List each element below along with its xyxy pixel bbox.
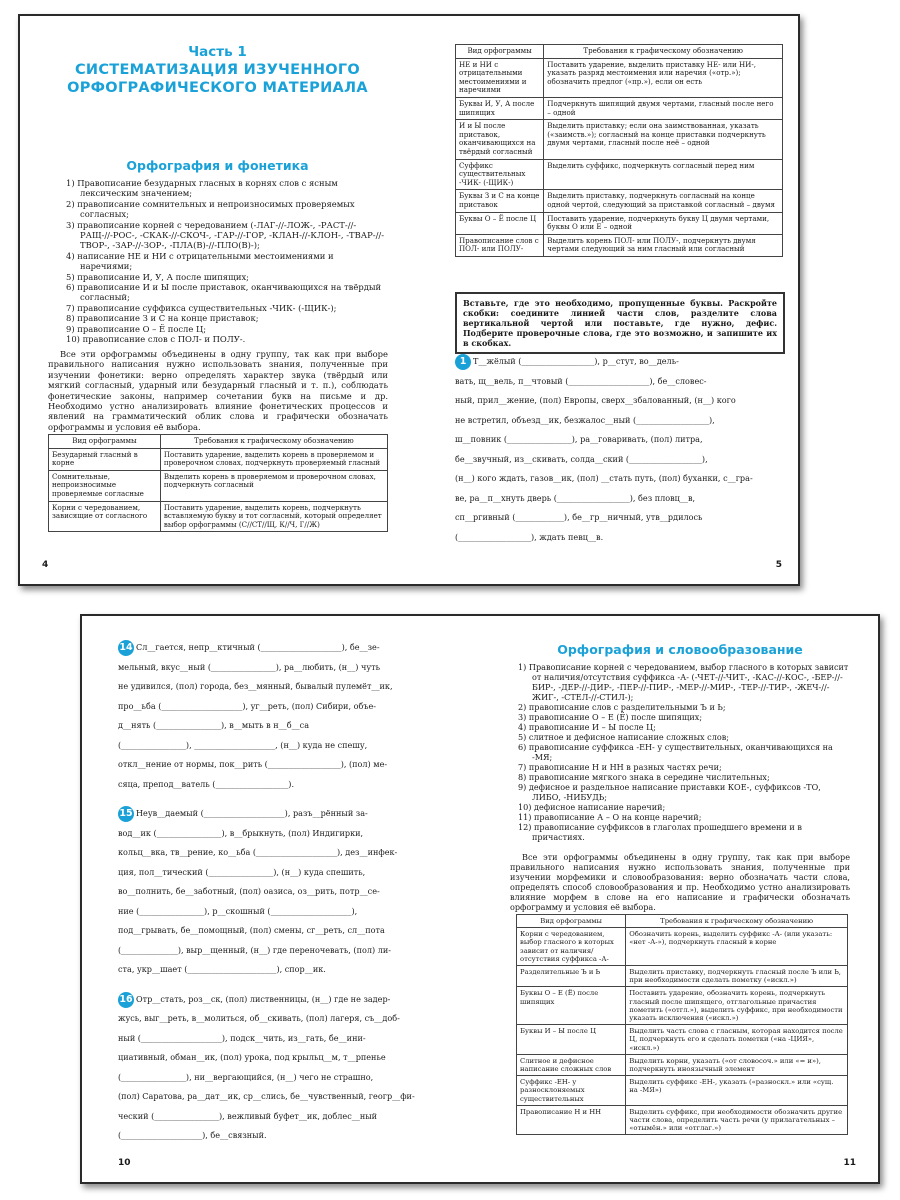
exercise-line: (н__) кого ждать, газов__ик, (пол) __стать путь, (пол) буханки, с__гра- <box>455 473 753 483</box>
table-row <box>49 470 388 501</box>
exercise-line: ш__повник (________________), ра__говаривать, (пол) литра, <box>455 434 703 444</box>
exercise-number-badge: 14 <box>118 640 134 656</box>
table-cell: Правописание Н и НН <box>517 1105 626 1135</box>
rule-item: 9) правописание О – Ё после Ц; <box>66 323 207 334</box>
page-number: 5 <box>775 560 782 570</box>
rule-item: 2) правописание сомнительных и непроизносимых проверяемых согласных; <box>66 198 355 220</box>
rule-item: 1) Правописание безударных гласных в корнях слов с ясным лексическим значением; <box>66 178 338 199</box>
table-cell: Поставить ударение, выделить приставку НЕ- или НИ-, указать разряд местоимения или наречия («отр.»); обозначить предлог («пр.»), если он есть <box>544 58 783 97</box>
exercise-line <box>455 352 785 372</box>
table-header: Вид орфограммы <box>517 915 626 928</box>
table-row <box>517 987 848 1025</box>
rule-item: 3) правописание О – Е (Ё) после шипящих; <box>518 712 703 722</box>
rule-item: 10) дефисное написание наречий; <box>518 802 666 812</box>
table-row <box>517 1105 848 1135</box>
exercise-line: (________________), ____________________, (н__) куда не спешу, <box>118 739 368 750</box>
table-header: Вид орфограммы <box>456 45 544 59</box>
exercise-line: ный (____________________), подск__чить, из__гать, бе__ини- <box>118 1032 366 1043</box>
rule-item: 8) правописание З и С на конце приставок; <box>66 313 259 324</box>
exercise-line: сп__ргивный (____________), бе__гр__ничный, утв__рдилось <box>455 512 703 522</box>
table-cell: Правописание слов с ПОЛ- или ПОЛУ- <box>456 234 544 256</box>
rule-item: 3) правописание корней с чередованием (-ЛАГ-//-ЛОЖ-, -РАСТ-//-РАЩ-//-РОС-, -СКАК-//-СКОЧ-, -ГАР-//-ГОР, -КЛАН-//-КЛОН-, -ТВАР-//-ТВОР-, -ЗАР-//-ЗОР-, -ПЛА(В)-//-ПЛО(В)-); <box>66 219 385 251</box>
table-cell: Безударный гласный в корне <box>49 448 161 470</box>
rule-item: 4) написание НЕ и НИ с отрицательными местоимениями и наречиями; <box>66 250 334 272</box>
table-row <box>49 501 388 532</box>
table-cell: Поставить ударение, выделить корень, подчеркнуть вставляемую букву и тот согласный, который определяет выбор орфограммы (С//СТ//Щ, К//Ч, Г//Ж) <box>160 501 387 532</box>
table-row <box>456 234 783 256</box>
exercise-line: под__грывать, бе__помощный, (пол) смены, сг__реть, сл__пота <box>118 925 385 935</box>
table-cell: Разделительные Ъ и Ь <box>517 966 626 987</box>
section-title: Орфография и фонетика <box>126 158 309 173</box>
table-row <box>456 212 783 234</box>
exercise-line: ние (________________), р__скошный (____________________), <box>118 905 358 916</box>
table-row <box>456 120 783 159</box>
rule-item: 7) правописание суффикса существительных -ЧИК- (-ЩИК-); <box>66 302 337 313</box>
table-cell: Буквы З и С на конце приставок <box>456 190 544 212</box>
orthogram-table <box>48 434 388 532</box>
exercise-text: Сл__гается, непр__ктичный (____________________), бе__зе- <box>136 642 380 652</box>
orthogram-table <box>455 44 783 257</box>
table-cell: Выделить приставку; если она заимствованная, указать («заимств.»); согласный на конце приставки подчеркнуть двумя чертами, гласный после неё – одной <box>544 120 783 159</box>
table-row <box>456 159 783 190</box>
exercise-line: д__нять (________________), в__мыть в н__б__са <box>118 720 310 730</box>
rule-item: 12) правописание суффиксов в глаголах прошедшего времени и в причастиях. <box>518 822 802 842</box>
table-cell: Поставить ударение, подчеркнуть букву Ц двумя чертами, буквы О или Е – одной <box>544 212 783 234</box>
exercise-1 <box>455 352 785 547</box>
exercise-line <box>118 638 458 658</box>
table-row <box>456 58 783 97</box>
exercise-number-badge: 15 <box>118 806 134 822</box>
table-cell: Выделить суффикс, подчеркнуть согласный перед ним <box>544 159 783 190</box>
page-10 <box>82 616 480 1182</box>
table-cell: НЕ и НИ с отрицательными местоимениями и наречиями <box>456 58 544 97</box>
exercise-line: (________________), ни__вергающийся, (н__) чего не страшно, <box>118 1071 374 1082</box>
table-cell: Выделить суффикс -ЕН-, указать («разноскл.» или «сущ. на -МЯ») <box>626 1076 848 1106</box>
page-number: 4 <box>42 560 49 570</box>
rule-item: 4) правописание И – Ы после Ц; <box>518 722 656 732</box>
exercise-line: ция, пол__тический (________________), (н__) куда спешить, <box>118 866 366 877</box>
rule-item: 8) правописание мягкого знака в середине числительных; <box>518 772 770 782</box>
exercise-instruction: Вставьте, где это необходимо, пропущенные буквы. Раскройте скобки: соедините линией части слов, разделите слова вертикальной чертой или поставьте, где нужно, дефис. Подберите проверочные слова, где это возможно, и запишите их в скобках. <box>455 292 785 354</box>
exercise-line: не удивился, (пол) города, без__мянный, бывалый пулемёт__ик, <box>118 681 393 691</box>
table-row <box>517 966 848 987</box>
exercise-number-badge: 1 <box>455 354 471 370</box>
rule-item: 6) правописание суффикса -ЕН- у существительных, оканчивающихся на -МЯ; <box>518 742 833 762</box>
exercise-line: откл__нение от нормы, пок__рить (__________________), (пол) ме- <box>118 759 388 769</box>
table-cell: Корни с чередованием, зависящие от согласного <box>49 501 161 532</box>
table-cell: Выделить часть слова с гласным, которая находится после Ц, подчеркнуть его и сделать пометки («на -ЦИЯ», «искл.») <box>626 1025 848 1055</box>
exercise-line: (____________________), бе__связный. <box>118 1130 267 1140</box>
table-cell: Слитное и дефисное написание сложных слов <box>517 1054 626 1075</box>
rule-item: 2) правописание слов с разделительными Ъ и Ь; <box>518 702 726 712</box>
table-cell: Выделить корень ПОЛ- или ПОЛУ-, подчеркнуть двумя чертами следующий за ним гласный или согласный <box>544 234 783 256</box>
exercise-line: ный, прил__жение, (пол) Европы, сверх__збалованный, (н__) кого <box>455 395 736 405</box>
table-row <box>517 928 848 966</box>
rules-list <box>66 178 386 345</box>
exercise-line: циативный, обман__ик, (пол) урока, под крыльц__м, т__рпенье <box>118 1052 386 1062</box>
rule-item: 7) правописание Н и НН в разных частях речи; <box>518 762 722 772</box>
table-header: Требования к графическому обозначению <box>626 915 848 928</box>
exercise-line: жусь, выг__реть, в__молиться, об__скивать, (пол) лагеря, съ__доб- <box>118 1013 400 1023</box>
table-cell: Выделить корни, указать («от словосоч.» или «= и»), подчеркнуть иноязычный элемент <box>626 1054 848 1075</box>
page-4 <box>20 16 409 584</box>
table-cell: Буквы О – Е (Ё) после шипящих <box>517 987 626 1025</box>
exercise-line: (______________), выр__щенный, (н__) где переночевать, (пол) ли- <box>118 944 391 955</box>
page-5 <box>409 16 798 584</box>
exercise-line: ческий (________________), вежливый буфет__ик, доблес__ный <box>118 1110 378 1121</box>
exercise-line: бе__звучный, из__скивать, солда__ский (__________________), <box>455 453 708 464</box>
exercise-14 <box>118 638 458 794</box>
exercise-text: Т__жёлый (__________________), р__стут, во__дель- <box>473 356 679 366</box>
exercise-16 <box>118 990 458 1146</box>
exercise-line: (__________________), ждать певц__в. <box>455 531 604 542</box>
exercise-line <box>118 990 458 1010</box>
exercise-line: не встретил, объезд__ик, безжалос__ный (__________________), <box>455 414 715 425</box>
exercise-text: Неув__даемый (____________________), разъ__рённый за- <box>136 808 368 818</box>
rule-item: 11) правописание А – О на конце наречий; <box>518 812 702 822</box>
part-title-line1: СИСТЕМАТИЗАЦИЯ ИЗУЧЕННОГО <box>74 62 361 78</box>
exercise-line: сяца, препод__ватель (__________________). <box>118 778 295 789</box>
table-cell: Подчеркнуть шипящий двумя чертами, гласный после него – одной <box>544 97 783 119</box>
table-row <box>517 1054 848 1075</box>
table-cell: Поставить ударение, выделить корень в проверяемом и проверочном словах, подчеркнуть проверяемый гласный <box>160 448 387 470</box>
exercise-line: вод__ик (________________), в__брыкнуть, (пол) Индигирки, <box>118 827 364 838</box>
part-label: Часть 1 <box>188 44 247 60</box>
intro-paragraph: Все эти орфограммы объединены в одну группу, так как при выборе правильного написания нужно использовать знания, полученные при изучении фонетики: верно определять характер звука (твёрдый или мягкий согласный, ударный или безударный гласный и т. п.), соблюдать фонетические законы, например сочетании букв на письме и др. Необходимо устно анализировать влияние фонетических процессов и явлений на грамматический облик слова и графически обозначать орфограммы и условия её выбора. <box>48 349 388 432</box>
exercise-number-badge: 16 <box>118 992 134 1008</box>
table-row <box>517 1025 848 1055</box>
rule-item: 5) правописание И, У, А после шипящих; <box>66 271 249 282</box>
exercise-line: ве, ра__п__хнуть дверь (__________________), без пловц__в, <box>455 492 696 503</box>
orthogram-table-wrap <box>516 914 848 1135</box>
table-cell: Сомнительные, непроизносимые проверяемые согласные <box>49 470 161 501</box>
exercise-line: (пол) Саратова, ра__дат__ик, ср__слись, бе__чувственный, геогр__фи- <box>118 1091 415 1101</box>
table-cell: Буквы И, У, А после шипящих <box>456 97 544 119</box>
table-cell: Поставить ударение, обозначить корень, подчеркнуть гласный после шипящего, отглагольные причастия пометить («отгл.»), выделить суффикс, при необходимости указать исключения («искл.») <box>626 987 848 1025</box>
page-number: 10 <box>118 1158 131 1168</box>
exercise-line: во__полнить, бе__заботный, (пол) оазиса, оз__рить, потр__се- <box>118 886 380 896</box>
rule-item: 10) правописание слов с ПОЛ- и ПОЛУ-. <box>66 334 246 345</box>
table-cell: Буквы И – Ы после Ц <box>517 1025 626 1055</box>
exercise-line: вать, щ__вель, п__чтовый (____________________), бе__словес- <box>455 375 707 386</box>
exercise-text: Отр__стать, роз__ск, (пол) лиственницы, (н__) где не задер- <box>136 993 391 1004</box>
table-cell: Выделить приставку, подчеркнуть гласный после Ъ или Ь, при необходимости сделать пометку («искл.») <box>626 966 848 987</box>
table-cell: Суффикс существительных -ЧИК- (-ЩИК-) <box>456 159 544 190</box>
table-cell: Выделить приставку, подчеркнуть согласный на конце одной чертой, следующий за приставкой согласный – двумя <box>544 190 783 212</box>
exercise-line: кольц__вка, тв__рение, ко__ьба (____________________), дез__инфек- <box>118 847 398 857</box>
spread-pages-10-11 <box>80 614 880 1184</box>
table-row <box>49 448 388 470</box>
rule-item: 6) правописание И и Ы после приставок, оканчивающихся на твёрдый согласный; <box>66 282 382 303</box>
part-title-line2: ОРФОГРАФИЧЕСКОГО МАТЕРИАЛА <box>67 80 368 96</box>
exercise-line: мельный, вкус__ный (________________), ра__любить, (н__) чуть <box>118 661 380 672</box>
page-number: 11 <box>843 1158 856 1168</box>
orthogram-table-wrap <box>455 44 783 257</box>
table-cell: Выделить корень в проверяемом и проверочном словах, подчеркнуть согласный <box>160 470 387 501</box>
orthogram-table <box>516 914 848 1135</box>
exercise-line <box>118 804 458 824</box>
table-cell: Корни с чередованием, выбор гласного в которых зависит от наличия/отсутствия суффикса -А- <box>517 928 626 966</box>
table-cell: Суффикс -ЕН- у разносклоняемых существительных <box>517 1076 626 1106</box>
page-11 <box>480 616 878 1182</box>
exercise-line: про__ьба (____________________), уг__реть, (пол) Сибири, объе- <box>118 700 377 711</box>
table-cell: Буквы О – Ё после Ц <box>456 212 544 234</box>
table-cell: И и Ы после приставок, оканчивающихся на твёрдый согласный <box>456 120 544 159</box>
table-row <box>517 1076 848 1106</box>
rule-item: 5) слитное и дефисное написание сложных слов; <box>518 732 730 742</box>
table-header: Вид орфограммы <box>49 435 161 449</box>
table-row <box>456 97 783 119</box>
table-cell: Выделить суффикс, при необходимости обозначить другие части слова, определить часть речи (у прилагательных – «отымён.» или «отглаг.») <box>626 1105 848 1135</box>
table-header: Требования к графическому обозначению <box>544 45 783 59</box>
table-cell: Обозначить корень, выделить суффикс -А- (или указать: «нет -А-»), подчеркнуть гласный в корне <box>626 928 848 966</box>
section-title: Орфография и словообразование <box>557 642 803 657</box>
rules-list <box>518 662 850 842</box>
orthogram-table-wrap <box>48 434 388 532</box>
spread-pages-4-5 <box>18 14 800 586</box>
table-row <box>456 190 783 212</box>
rule-item: 9) дефисное и раздельное написание приставки КОЕ-, суффиксов -ТО, ЛИБО, -НИБУДЬ; <box>518 782 821 802</box>
exercise-15 <box>118 804 458 980</box>
rule-item: 1) Правописание корней с чередованием, выбор гласного в которых зависит от наличия/отсутствия суффикса -А- (-ЧЕТ-//-ЧИТ-, -КАС-//-КОС-, -БЕР-//-БИР-, -ДЕР-//-ДИР-, -ПЕР-//-ПИР-, -МЕР-//-МИР-, -ТЕР-//-ТИР-, -ЖЕЧ-//-ЖИГ-, -СТЕЛ-//-СТИЛ-); <box>518 662 849 702</box>
intro-paragraph: Все эти орфограммы объединены в одну группу, так как при выборе правильного написания нужно использовать знания, полученные при изучении морфемики и словообразования: верно обозначать части слова, определять способ словообразования и пр. Необходимо устно анализировать влияние морфем в слове на его написание и графически обозначать орфограмму и условия её выбора. <box>510 852 850 912</box>
table-header: Требования к графическому обозначению <box>160 435 387 449</box>
exercises-column <box>118 638 458 1156</box>
exercise-line: ста, укр__шает (______________________), спор__ик. <box>118 964 326 974</box>
